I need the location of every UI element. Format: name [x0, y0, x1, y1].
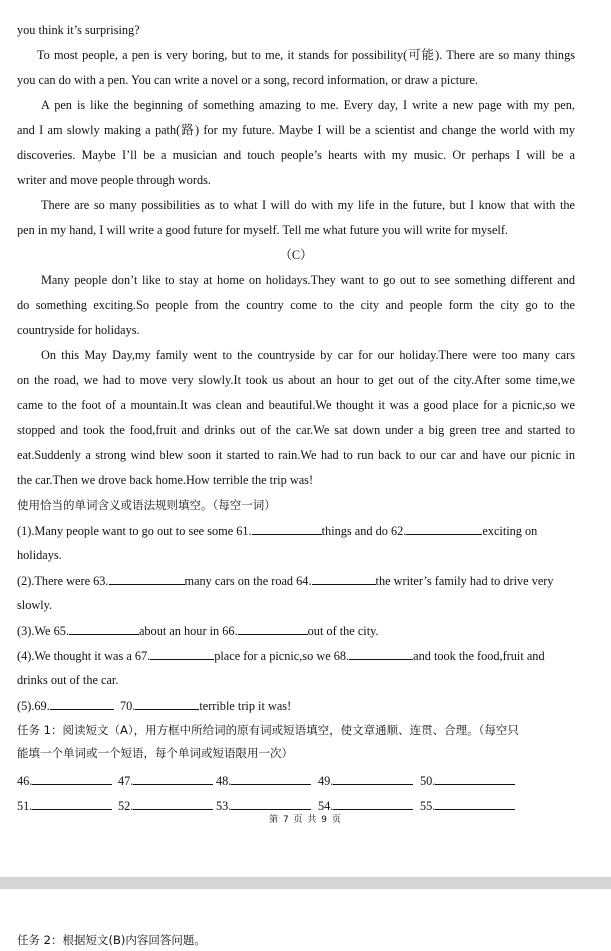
passage-c-line: On this May Day,my family went to the countryside by car for our holiday.There were too many cars [41, 348, 575, 362]
answer-blank-46[interactable] [32, 772, 112, 785]
answer-blank-53[interactable] [231, 797, 311, 810]
passage-c-line: Many people don’t like to stay at home on holidays.They want to go out to see something different and [41, 273, 575, 287]
answer-53: 53. [216, 797, 311, 814]
answer-blank-62[interactable] [406, 522, 482, 535]
answer-blank-70[interactable] [135, 697, 199, 710]
page-separator [0, 877, 611, 889]
answer-50: 50. [420, 772, 515, 789]
answer-46: 46. [17, 772, 112, 789]
passage-c-heading: （C） [279, 248, 313, 262]
answer-55: 55. [420, 797, 515, 814]
passage-b-line: There are so many possibilities as to what I will do with my life in the future, but I know that with the [41, 198, 575, 212]
passage-c-line: countryside for holidays. [17, 323, 140, 337]
answer-blank-49[interactable] [333, 772, 413, 785]
passage-b-line: you think it’s surprising? [17, 23, 140, 37]
passage-c-line: stopped and took the food,fruit and drinks out of the car.We sat down under a big green tree and started to [17, 423, 575, 437]
page-footer: 第 7 页 共 9 页 [269, 815, 342, 825]
answer-47: 47. [118, 772, 213, 789]
passage-b-line: pen in my hand, I will write a good future for myself. Tell me what future you will write for myself. [17, 223, 509, 237]
passage-b-line: and I am slowly making a path(路) for my future. Maybe I will be a scientist and change the world with my [17, 123, 575, 137]
answer-blank-63[interactable] [109, 572, 185, 585]
next-page [0, 889, 611, 951]
answer-blank-67[interactable] [150, 647, 214, 660]
question-4: (4).We thought it was a 67. place for a picnic,so we 68. and took the food,fruit and [17, 649, 545, 663]
answer-blank-51[interactable] [32, 797, 112, 810]
answer-blank-52[interactable] [133, 797, 213, 810]
answer-blank-55[interactable] [435, 797, 515, 810]
answer-blank-54[interactable] [333, 797, 413, 810]
answer-blank-69[interactable] [50, 697, 114, 710]
answer-52: 52. [118, 797, 213, 814]
question-1-cont: holidays. [17, 548, 62, 562]
answer-54: 54. [318, 797, 413, 814]
question-5: (5).69. 70. terrible trip it was! [17, 699, 292, 713]
passage-c-line: eat.Suddenly a strong wind blew soon it started to rain.We had to run back to our car and have our picnic in [17, 448, 575, 462]
answer-blank-48[interactable] [231, 772, 311, 785]
answer-48: 48. [216, 772, 311, 789]
task-1-instruction-cont: 能填一个单词或一个短语，每个单词或短语限用一次） [17, 746, 293, 760]
question-1: (1).Many people want to go out to see some 61. things and do 62. exciting on [17, 524, 538, 538]
answer-blank-64[interactable] [312, 572, 376, 585]
task-2-instruction: 任务 2：根据短文(B)内容回答问题。 [17, 933, 206, 947]
question-4-cont: drinks out of the car. [17, 673, 119, 687]
answer-49: 49. [318, 772, 413, 789]
task-1-instruction: 任务 1：阅读短文（A），用方框中所给词的原有词或短语填空，使文章通顺、连贯、合理。（每空只 [17, 723, 519, 737]
answer-blank-68[interactable] [349, 647, 413, 660]
passage-b-line: writer and move people through words. [17, 173, 211, 187]
question-3: (3).We 65. about an hour in 66. out of the city. [17, 624, 379, 638]
passage-c-line: do something exciting.So people from the country come to the city and people form the city go to the [17, 298, 575, 312]
answer-blank-66[interactable] [238, 622, 308, 635]
answer-blank-50[interactable] [435, 772, 515, 785]
answer-blank-65[interactable] [69, 622, 139, 635]
question-2-cont: slowly. [17, 598, 53, 612]
passage-b-line: you can do with a pen. You can write a novel or a song, record information, or draw a picture. [17, 73, 479, 87]
answer-blank-47[interactable] [133, 772, 213, 785]
answer-51: 51. [17, 797, 112, 814]
question-2: (2).There were 63. many cars on the road 64. the writer’s family had to drive very [17, 574, 554, 588]
passage-b-line: To most people, a pen is very boring, but to me, it stands for possibility(可能). There are so many things [37, 48, 575, 62]
passage-b-line: A pen is like the beginning of something amazing to me. Every day, I write a new page with my pen, [41, 98, 575, 112]
passage-b-line: discoveries. Maybe I’ll be a musician and touch people’s hearts with my music. Or perhaps I will be a [17, 148, 575, 162]
answer-blank-61[interactable] [252, 522, 322, 535]
passage-c-line: the car.Then we drove back home.How terrible the trip was! [17, 473, 314, 487]
passage-c-line: came to the foot of a mountain.It was clean and beautiful.We thought it was a good place for a picnic,so we [17, 398, 575, 412]
passage-c-line: on the road, we had to move very slowly.It took us about an hour to get out of the city.After some time,we [17, 373, 575, 387]
instruction-line: 使用恰当的单词含义或语法规则填空。（每空一词） [17, 498, 276, 512]
